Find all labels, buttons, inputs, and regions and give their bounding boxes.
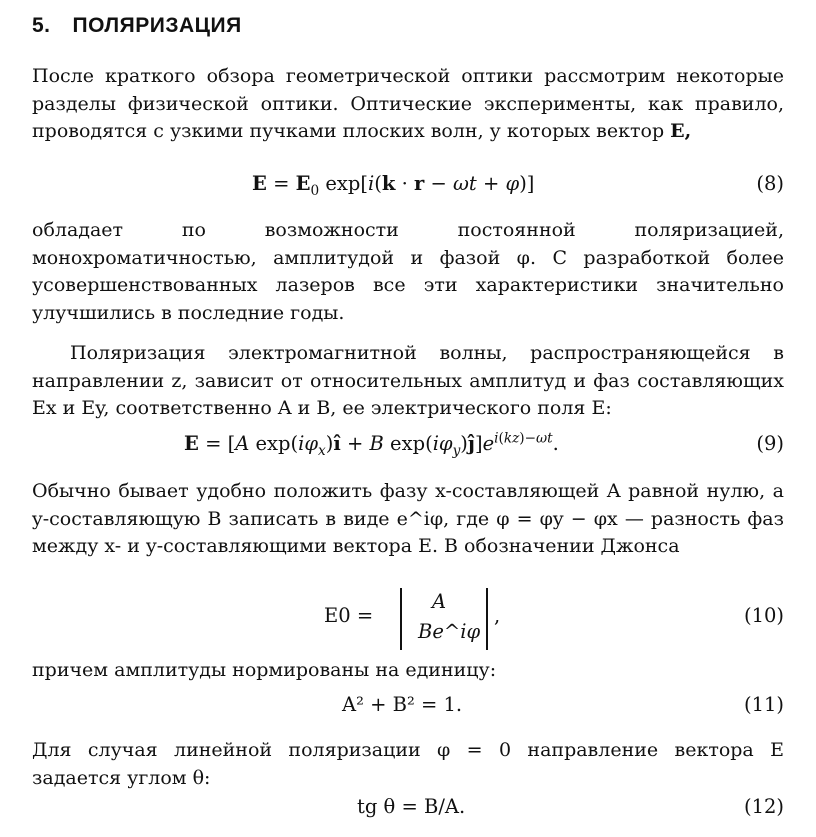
equation-12 bbox=[32, 795, 784, 825]
paragraph-5: причем амплитуды нормированы на единицу: bbox=[32, 659, 497, 681]
jones-top: A bbox=[432, 590, 447, 613]
left-bar bbox=[400, 588, 402, 650]
paragraph-2: обладает по возможности постоянной поляризацией, монохроматичностью, амплитудой и фазой φ. С разработкой более усовершенствованных лазеров все эти характеристики значительно улучшились в последние годы. bbox=[32, 219, 784, 324]
jones-vector bbox=[400, 588, 490, 650]
equation-8-body: $E = E_0$ exp[i(k · r − ωt + φ)] bbox=[252, 172, 535, 199]
right-bar bbox=[486, 588, 488, 650]
jones-bottom: Be^iφ bbox=[418, 620, 481, 643]
equation-8-number: (8) bbox=[756, 172, 784, 195]
equation-9-body: E = [A $\exp(i\varphi_x)î + B$ $\exp(i\varphi_y)ĵ]e^{i(kz)-\omega t}$. bbox=[184, 430, 559, 459]
equation-12-number: (12) bbox=[743, 795, 784, 818]
section-title: ПОЛЯРИЗАЦИЯ bbox=[72, 14, 242, 37]
vector-e-label: E, bbox=[670, 120, 692, 142]
section-number: 5. bbox=[32, 14, 51, 37]
equation-11-body: A² + B² = 1. bbox=[342, 693, 463, 716]
equation-11-number: (11) bbox=[743, 693, 784, 716]
equation-9-number: (9) bbox=[756, 432, 784, 455]
equation-10 bbox=[32, 588, 784, 654]
equation-12-body: tg θ = B/A. bbox=[357, 795, 466, 818]
paragraph-3: Поляризация электромагнитной волны, распространяющейся в направлении z, зависит от относительных амплитуд и фаз составляющих Ex и Ey, соответственно A и B, ее электрического поля E: bbox=[32, 342, 784, 419]
equation-11 bbox=[32, 693, 784, 723]
equation-9 bbox=[32, 432, 784, 462]
equation-10-lhs: E0 = bbox=[324, 604, 374, 627]
paragraph-4: Обычно бывает удобно положить фазу x-составляющей A равной нулю, а y-составляющую B записать в виде e^iφ, где φ = φy − φx — разность фаз между x- и y-составляющими вектора E. В обозначении Джонса bbox=[32, 480, 784, 557]
equation-8 bbox=[32, 172, 784, 202]
paragraph-1-text: После краткого обзора геометрической оптики рассмотрим некоторые разделы физической оптики. Оптические эксперименты, как правило, проводятся с узкими пучками плоских волн, у которых вектор bbox=[32, 65, 784, 142]
section-heading bbox=[32, 14, 242, 38]
equation-10-tail: , bbox=[494, 604, 501, 627]
equation-10-number: (10) bbox=[743, 604, 784, 627]
paragraph-6: Для случая линейной поляризации φ = 0 направление вектора E задается углом θ: bbox=[32, 739, 784, 789]
paragraph-1 bbox=[32, 63, 784, 146]
